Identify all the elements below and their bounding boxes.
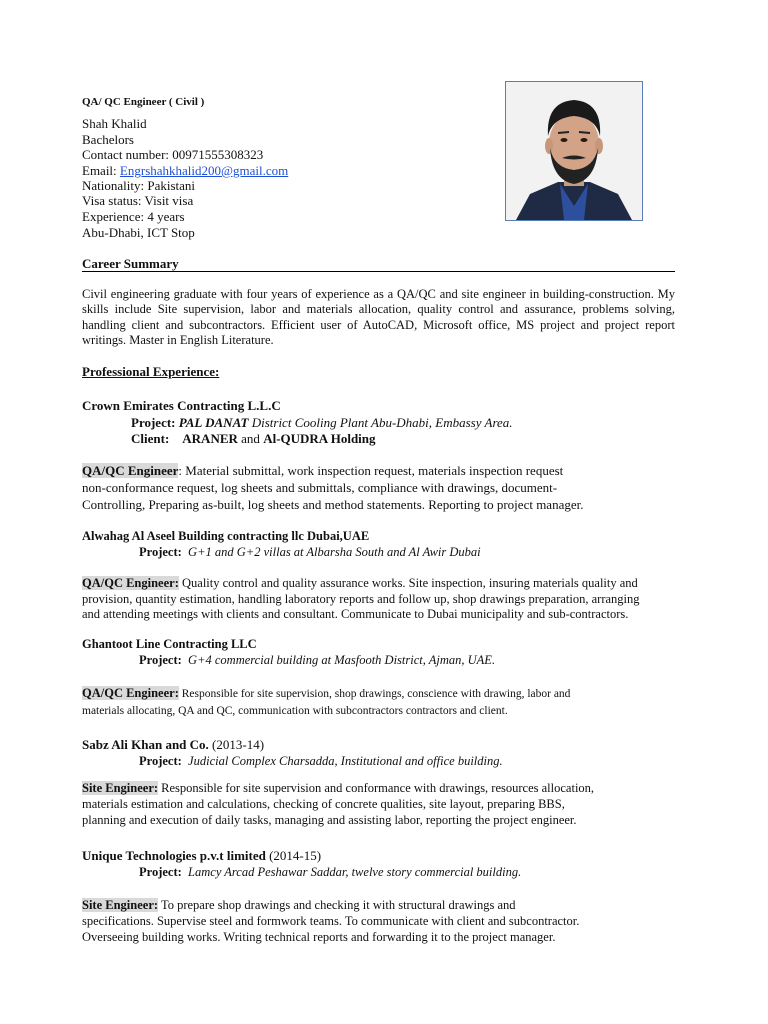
- role-line: [82, 898, 516, 913]
- company-name: Alwahag Al Aseel Building contracting llc Dubai,UAE: [82, 529, 370, 543]
- role-line: [82, 686, 570, 702]
- company-line: [82, 848, 321, 863]
- project-detail: G+4 commercial building at Masfooth District, Ajman, UAE.: [188, 653, 496, 667]
- role-title: Site Engineer:: [82, 898, 159, 912]
- company-name: Sabz Ali Khan and Co.: [82, 737, 209, 752]
- project-label: Project:: [139, 653, 182, 667]
- role-line: [82, 576, 638, 591]
- project-detail: District Cooling Plant Abu-Dhabi, Embassy Area.: [251, 415, 513, 430]
- project-line: [131, 415, 513, 430]
- project-label: Project:: [139, 865, 182, 879]
- project-line: [139, 754, 503, 769]
- role-title: QA/QC Engineer:: [82, 686, 179, 700]
- nationality: Nationality: Pakistani: [82, 178, 196, 193]
- position-title: QA/ QC Engineer ( Civil ): [82, 96, 205, 108]
- experience-heading: Professional Experience:: [82, 364, 220, 379]
- contact-number: Contact number: 00971555308323: [82, 147, 264, 162]
- profile-photo: [505, 81, 643, 221]
- company-name: Ghantoot Line Contracting LLC: [82, 637, 257, 651]
- project-name: PAL DANAT: [178, 415, 249, 430]
- role-line: [82, 781, 594, 796]
- client-name: Al-QUDRA Holding: [263, 431, 376, 446]
- project-label: Project:: [139, 545, 182, 559]
- project-detail: Lamcy Arcad Peshawar Saddar, twelve story commercial building.: [188, 865, 522, 879]
- duty-line: materials allocating, QA and QC, communication with subcontractors contractors and client.: [82, 705, 508, 717]
- company-name: Unique Technologies p.v.t limited: [82, 848, 266, 863]
- employment-period: (2013-14): [208, 737, 265, 752]
- employment-period: (2014-15): [265, 848, 322, 863]
- project-line: [139, 865, 521, 880]
- role-title: QA/QC Engineer:: [82, 576, 179, 590]
- email-line: [82, 163, 288, 178]
- role-duties: To prepare shop drawings and checking it with structural drawings and: [158, 898, 516, 912]
- role-title: QA/QC Engineer: [82, 463, 179, 478]
- career-summary-heading: Career Summary: [82, 256, 179, 271]
- project-line: [139, 545, 481, 560]
- company-line: [82, 737, 264, 752]
- role-line: [82, 463, 563, 478]
- role-duties: Responsible for site supervision, shop drawings, conscience with drawing, labor and: [178, 688, 571, 700]
- email-link[interactable]: Engrshahkhalid200@gmail.com: [119, 163, 289, 178]
- duty-line: specifications. Supervise steel and formwork teams. To communicate with client and subcontractor.: [82, 914, 580, 928]
- degree: Bachelors: [82, 132, 134, 147]
- portrait-icon: [506, 82, 642, 220]
- duty-line: and attending meetings with clients and consultant. Communicate to Dubai municipality and sub-contractors.: [82, 607, 629, 621]
- duty-line: Controlling, Preparing as-built, log sheets and method statements. Reporting to project manager.: [82, 497, 584, 512]
- visa-status: Visa status: Visit visa: [82, 193, 194, 208]
- role-duties: : Material submittal, work inspection request, materials inspection request: [178, 463, 564, 478]
- candidate-name: Shah Khalid: [82, 116, 147, 131]
- client-line: [131, 431, 376, 446]
- project-label: Project:: [131, 415, 176, 430]
- duty-line: Overseeing building works. Writing technical reports and forwarding it to the project manager.: [82, 930, 556, 944]
- email-label: Email:: [82, 163, 120, 178]
- section-divider: [82, 271, 675, 272]
- project-detail: Judicial Complex Charsadda, Institutional and office building.: [188, 754, 503, 768]
- client-name: ARANER: [182, 431, 238, 446]
- client-conjunction: and: [241, 431, 260, 446]
- career-summary-text: Civil engineering graduate with four years of experience as a QA/QC and site engineer in building-construction. My skills include Site supervision, labor and materials allocation, quality control and assurance, problems solving, handling client and subcontractors. Efficient user of AutoCAD, Microsoft office, MS project and project report writings. Master in English Literature.: [82, 287, 675, 348]
- role-title: Site Engineer:: [82, 781, 159, 795]
- experience-years: Experience: 4 years: [82, 209, 185, 224]
- project-line: [139, 653, 495, 668]
- project-label: Project:: [139, 754, 182, 768]
- duty-line: provision, quantity estimation, handling laboratory reports and follow up, shop drawings preparation, arranging: [82, 592, 640, 606]
- duty-line: planning and execution of daily tasks, managing and assisting labor, reporting the project engineer.: [82, 813, 577, 827]
- duty-line: non-conformance request, log sheets and submittals, compliance with drawings, document-: [82, 480, 558, 495]
- company-name: Crown Emirates Contracting L.L.C: [82, 398, 281, 413]
- client-label: Client:: [131, 431, 170, 446]
- location: Abu-Dhabi, ICT Stop: [82, 225, 195, 240]
- duty-line: materials estimation and calculations, checking of concrete qualities, site layout, preparing BBS,: [82, 797, 565, 811]
- role-duties: Responsible for site supervision and conformance with drawings, resources allocation,: [158, 781, 595, 795]
- role-duties: Quality control and quality assurance works. Site inspection, insuring materials quality and: [178, 576, 638, 590]
- project-detail: G+1 and G+2 villas at Albarsha South and Al Awir Dubai: [188, 545, 481, 559]
